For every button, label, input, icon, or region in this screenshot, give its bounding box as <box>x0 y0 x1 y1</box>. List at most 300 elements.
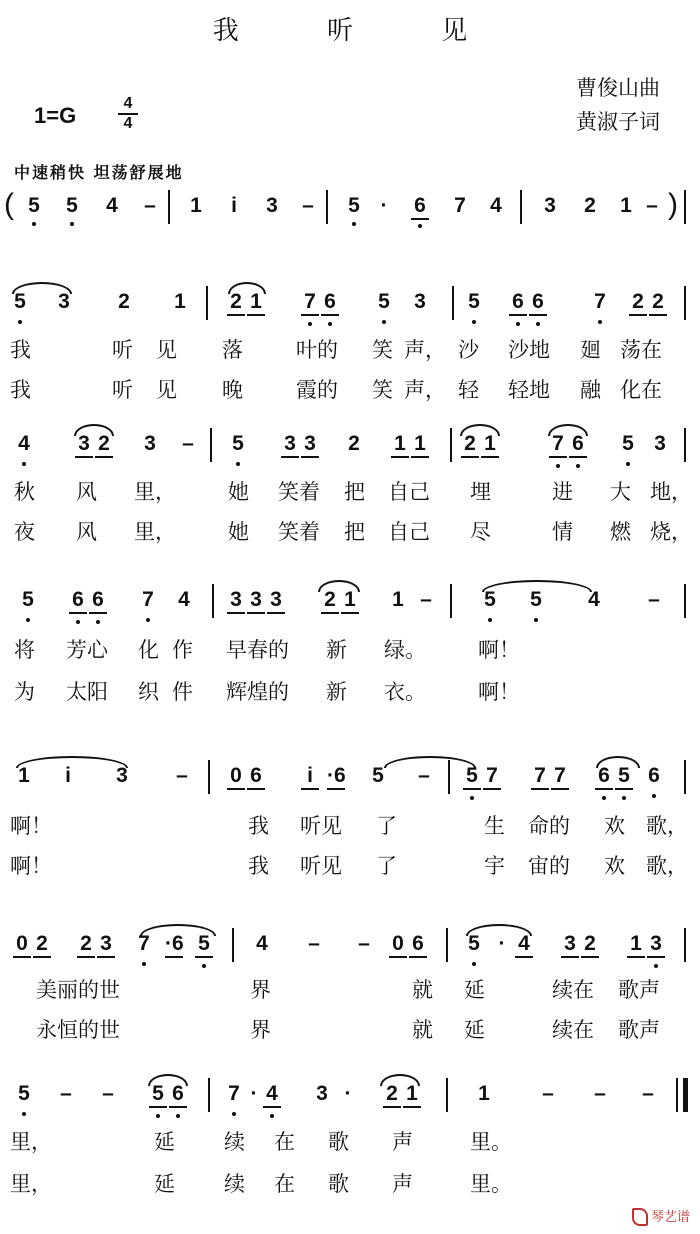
barline <box>684 928 686 962</box>
note: 6 <box>409 932 427 958</box>
lyric: 里。 <box>470 1130 512 1154</box>
composer-credit: 曹俊山曲 <box>576 76 660 100</box>
note: 7 <box>594 290 606 313</box>
open-paren: ( <box>4 188 14 221</box>
lyric: 歌 <box>328 1130 349 1154</box>
note: 7 <box>142 588 154 611</box>
lyric: 续在 <box>552 1018 594 1042</box>
note: 7 <box>551 764 569 790</box>
lyric: 沙 <box>458 338 479 362</box>
note: 7 <box>483 764 501 790</box>
low-octave-dot <box>516 322 520 326</box>
lyric: 了 <box>376 814 397 838</box>
lyric-line-6-verse-1 <box>0 1124 700 1158</box>
note: 2 <box>321 588 339 614</box>
note: 5 <box>195 932 213 958</box>
note: 4 <box>490 194 502 217</box>
low-octave-dot <box>232 1112 236 1116</box>
barline <box>684 428 686 462</box>
low-octave-dot <box>22 1112 26 1116</box>
lyric: 里， <box>134 520 176 544</box>
low-octave-dot <box>622 796 626 800</box>
note: 1 <box>478 1082 490 1105</box>
lyric: 啊！ <box>478 638 520 662</box>
lyric: 歌， <box>646 854 688 878</box>
lyric: 啊！ <box>10 814 52 838</box>
note: 5 <box>622 432 634 455</box>
note: 2 <box>581 932 599 958</box>
note: 2 <box>461 432 479 458</box>
score-row-5 <box>0 924 700 964</box>
lyric: 笑 <box>372 378 393 402</box>
barline <box>684 760 686 794</box>
barline <box>208 760 210 794</box>
note: ·6 <box>327 764 345 790</box>
lyric: 廻 <box>580 338 601 362</box>
note: 2 <box>33 932 51 958</box>
lyric: 延 <box>464 978 485 1002</box>
lyric: 听 <box>112 378 133 402</box>
note: 5 <box>463 764 481 790</box>
low-octave-dot <box>236 462 240 466</box>
low-octave-dot <box>626 462 630 466</box>
lyric: 为 <box>14 680 35 704</box>
note: 2 <box>584 194 596 217</box>
note: 5 <box>22 588 34 611</box>
low-octave-dot <box>418 224 422 228</box>
lyric: 欢 <box>604 814 625 838</box>
note: 2 <box>383 1082 401 1108</box>
note: 3 <box>227 588 245 614</box>
note: 3 <box>281 432 299 458</box>
lyric: 欢 <box>604 854 625 878</box>
note: · <box>250 1082 258 1105</box>
lyric-line-3-verse-2 <box>0 674 700 708</box>
note: 7 <box>228 1082 240 1105</box>
lyric: 啊！ <box>478 680 520 704</box>
lyric: 进 <box>552 480 573 504</box>
note: 5 <box>18 1082 30 1105</box>
note: 1 <box>411 432 429 458</box>
lyric: 辉煌的 <box>226 680 289 704</box>
lyric: 声 <box>392 1172 413 1196</box>
barline <box>446 1078 448 1112</box>
note: 5 <box>348 194 360 217</box>
lyric: 命的 <box>528 814 570 838</box>
note: 1 <box>392 588 404 611</box>
low-octave-dot <box>534 618 538 622</box>
note: 7 <box>454 194 466 217</box>
lyric: 把 <box>344 520 365 544</box>
barline <box>210 428 212 462</box>
note: 5 <box>149 1082 167 1108</box>
lyric: 件 <box>172 680 193 704</box>
low-octave-dot <box>352 222 356 226</box>
low-octave-dot <box>202 964 206 968</box>
note: 3 <box>116 764 128 787</box>
lyric: 歌声 <box>618 978 660 1002</box>
lyric: 荡在 <box>620 338 662 362</box>
lyric: 界 <box>250 1018 271 1042</box>
note: 4 <box>256 932 268 955</box>
lyric: 延 <box>154 1130 175 1154</box>
lyric: 芳心 <box>66 638 108 662</box>
barline <box>684 584 686 618</box>
note: 4 <box>263 1082 281 1108</box>
note: – <box>302 194 314 217</box>
note: – <box>358 932 370 955</box>
note: 5 <box>484 588 496 611</box>
note: 3 <box>544 194 556 217</box>
note: 3 <box>266 194 278 217</box>
lyric: 美丽的世 <box>36 978 120 1002</box>
lyric: 笑 <box>372 338 393 362</box>
barline <box>208 1078 210 1112</box>
note: 1 <box>174 290 186 313</box>
meter-bottom: 4 <box>123 115 133 132</box>
low-octave-dot <box>70 222 74 226</box>
low-octave-dot <box>26 618 30 622</box>
lyric: 我 <box>10 378 31 402</box>
lyric: 新 <box>326 638 347 662</box>
note: 3 <box>97 932 115 958</box>
note: 1 <box>247 290 265 316</box>
low-octave-dot <box>576 464 580 468</box>
low-octave-dot <box>76 620 80 624</box>
low-octave-dot <box>382 320 386 324</box>
note: 6 <box>595 764 613 790</box>
lyric-line-1-verse-2 <box>0 372 700 406</box>
note: – <box>646 194 658 217</box>
lyricist-credit: 黄淑子词 <box>576 110 660 134</box>
barline <box>450 428 452 462</box>
lyric: 衣。 <box>384 680 426 704</box>
lyric: 续在 <box>552 978 594 1002</box>
note: – <box>144 194 156 217</box>
low-octave-dot <box>18 320 22 324</box>
lyric: 自己 <box>388 480 430 504</box>
note: 5 <box>615 764 633 790</box>
low-octave-dot <box>470 796 474 800</box>
barline <box>452 286 454 320</box>
note: – <box>418 764 430 787</box>
note: 1 <box>190 194 202 217</box>
note: 6 <box>169 1082 187 1108</box>
lyric: 延 <box>464 1018 485 1042</box>
note: 4 <box>588 588 600 611</box>
note: 3 <box>144 432 156 455</box>
note: 6 <box>411 194 429 220</box>
low-octave-dot <box>654 964 658 968</box>
lyric: 在 <box>274 1172 295 1196</box>
low-octave-dot <box>22 462 26 466</box>
low-octave-dot <box>270 1114 274 1118</box>
lyric: 太阳 <box>66 680 108 704</box>
note: 1 <box>620 194 632 217</box>
note: – <box>60 1082 72 1105</box>
lyric: 燃 <box>610 520 631 544</box>
lyric: 笑着 <box>278 480 320 504</box>
note: i <box>301 764 319 790</box>
note: 7 <box>531 764 549 790</box>
score-row-3 <box>0 580 700 620</box>
note: – <box>182 432 194 455</box>
note: – <box>648 588 660 611</box>
note: i <box>231 194 237 217</box>
note: 5 <box>14 290 26 313</box>
lyric: 化在 <box>620 378 662 402</box>
low-octave-dot <box>488 618 492 622</box>
note: 2 <box>348 432 360 455</box>
lyric: 歌声 <box>618 1018 660 1042</box>
score-row-1 <box>0 282 700 322</box>
note: – <box>594 1082 606 1105</box>
note: 4 <box>106 194 118 217</box>
note: 4 <box>515 932 533 958</box>
lyric-line-1-verse-1 <box>0 332 700 366</box>
note: 1 <box>403 1082 421 1108</box>
lyric: 永恒的世 <box>36 1018 120 1042</box>
note: 3 <box>247 588 265 614</box>
lyric: 埋 <box>470 480 491 504</box>
lyric: 霞的 <box>296 378 338 402</box>
lyric: 里。 <box>470 1172 512 1196</box>
barline <box>168 190 170 224</box>
note: 4 <box>18 432 30 455</box>
barline <box>520 190 522 224</box>
lyric: 大 <box>610 480 631 504</box>
lyric: 沙地 <box>508 338 550 362</box>
barline <box>684 286 686 320</box>
barline <box>326 190 328 224</box>
note: 0 <box>227 764 245 790</box>
note: 3 <box>301 432 319 458</box>
lyric: 歌， <box>646 814 688 838</box>
note: 5 <box>468 932 480 955</box>
lyric: 将 <box>14 638 35 662</box>
low-octave-dot <box>176 1114 180 1118</box>
note: 4 <box>178 588 190 611</box>
low-octave-dot <box>598 320 602 324</box>
lyric: 我 <box>248 854 269 878</box>
lyric: 了 <box>376 854 397 878</box>
final-thick-barline <box>683 1078 688 1112</box>
song-title: 我 听 见 <box>212 16 508 46</box>
note: 2 <box>95 432 113 458</box>
score-row-6 <box>0 1074 700 1114</box>
note: 2 <box>118 290 130 313</box>
note: 2 <box>227 290 245 316</box>
lyric: 宙的 <box>528 854 570 878</box>
note: 5 <box>372 764 384 787</box>
lyric: 歌 <box>328 1172 349 1196</box>
watermark-text: 琴艺谱 <box>650 1209 690 1225</box>
note: 2 <box>649 290 667 316</box>
lyric: 续 <box>224 1172 245 1196</box>
barline <box>684 190 686 224</box>
lyric: 见 <box>156 338 177 362</box>
lyric: 我 <box>10 338 31 362</box>
barline <box>450 584 452 618</box>
lyric: 织 <box>138 680 159 704</box>
lyric: 自己 <box>388 520 430 544</box>
barline <box>448 760 450 794</box>
lyric: 延 <box>154 1172 175 1196</box>
note: · <box>380 194 388 217</box>
note: 6 <box>509 290 527 316</box>
lyric: 声 <box>392 1130 413 1154</box>
lyric: 落 <box>222 338 243 362</box>
note: · <box>498 932 506 955</box>
lyric-line-6-verse-2 <box>0 1166 700 1200</box>
note: 3 <box>561 932 579 958</box>
final-thin-barline <box>676 1078 678 1112</box>
note: 6 <box>69 588 87 614</box>
note: 6 <box>529 290 547 316</box>
lyric: 界 <box>250 978 271 1002</box>
lyric: 续 <box>224 1130 245 1154</box>
lyric: 啊！ <box>10 854 52 878</box>
lyric: 在 <box>274 1130 295 1154</box>
note: – <box>102 1082 114 1105</box>
note: 5 <box>66 194 78 217</box>
low-octave-dot <box>142 962 146 966</box>
close-paren: ) <box>668 188 678 221</box>
note: 5 <box>232 432 244 455</box>
low-octave-dot <box>146 618 150 622</box>
note: 3 <box>267 588 285 614</box>
lyric: 把 <box>344 480 365 504</box>
note: i <box>65 764 71 787</box>
tempo-marking: 中速稍快 坦荡舒展地 <box>14 163 184 182</box>
note: 3 <box>316 1082 328 1105</box>
lyric: 听见 <box>300 814 342 838</box>
barline <box>206 286 208 320</box>
lyric: 里， <box>134 480 176 504</box>
lyric-line-5-verse-2 <box>0 1012 700 1046</box>
note: 3 <box>654 432 666 455</box>
note: 1 <box>341 588 359 614</box>
barline <box>446 928 448 962</box>
score-row-intro <box>0 186 700 226</box>
note: 3 <box>58 290 70 313</box>
note: 1 <box>481 432 499 458</box>
note: 7 <box>549 432 567 458</box>
note: 0 <box>389 932 407 958</box>
logo-icon <box>632 1208 648 1226</box>
low-octave-dot <box>536 322 540 326</box>
lyric: 夜 <box>14 520 35 544</box>
note: 6 <box>247 764 265 790</box>
barline <box>232 928 234 962</box>
note: – <box>542 1082 554 1105</box>
meter-top: 4 <box>123 95 133 112</box>
low-octave-dot <box>156 1114 160 1118</box>
note: 2 <box>629 290 647 316</box>
barline <box>212 584 214 618</box>
note: 5 <box>28 194 40 217</box>
lyric: 宇 <box>484 854 505 878</box>
lyric: 里， <box>10 1130 52 1154</box>
low-octave-dot <box>652 794 656 798</box>
lyric: 秋 <box>14 480 35 504</box>
low-octave-dot <box>328 322 332 326</box>
lyric: 晚 <box>222 378 243 402</box>
note: · <box>344 1082 352 1105</box>
lyric: 她 <box>228 520 249 544</box>
note: 6 <box>321 290 339 316</box>
note: 3 <box>414 290 426 313</box>
note: 3 <box>647 932 665 958</box>
note: 3 <box>75 432 93 458</box>
low-octave-dot <box>602 796 606 800</box>
lyric: 她 <box>228 480 249 504</box>
lyric: 生 <box>484 814 505 838</box>
lyric: 作 <box>172 638 193 662</box>
key-signature: 1=G <box>34 103 77 128</box>
lyric: 烧， <box>650 520 692 544</box>
lyric: 声， <box>404 378 446 402</box>
lyric: 新 <box>326 680 347 704</box>
lyric: 化 <box>138 638 159 662</box>
lyric: 笑着 <box>278 520 320 544</box>
low-octave-dot <box>556 464 560 468</box>
note: 5 <box>378 290 390 313</box>
note: – <box>642 1082 654 1105</box>
note: – <box>420 588 432 611</box>
lyric: 早春的 <box>226 638 289 662</box>
low-octave-dot <box>32 222 36 226</box>
lyric: 听见 <box>300 854 342 878</box>
lyric: 见 <box>156 378 177 402</box>
score-row-4 <box>0 756 700 796</box>
lyric: 情 <box>552 520 573 544</box>
note: ·6 <box>165 932 183 958</box>
lyric: 融 <box>580 378 601 402</box>
note: 6 <box>569 432 587 458</box>
time-signature <box>118 96 138 132</box>
note: 1 <box>18 764 30 787</box>
lyric: 轻 <box>458 378 479 402</box>
lyric-line-5-verse-1 <box>0 972 700 1006</box>
lyric: 风 <box>76 520 97 544</box>
watermark-badge <box>632 1206 690 1227</box>
lyric-line-4-verse-1 <box>0 808 700 842</box>
note: 0 <box>13 932 31 958</box>
low-octave-dot <box>472 320 476 324</box>
note: 6 <box>648 764 660 787</box>
note: 6 <box>89 588 107 614</box>
lyric: 我 <box>248 814 269 838</box>
note: – <box>308 932 320 955</box>
lyric-line-3-verse-1 <box>0 632 700 666</box>
lyric: 叶的 <box>296 338 338 362</box>
lyric: 就 <box>412 978 433 1002</box>
low-octave-dot <box>308 322 312 326</box>
lyric: 就 <box>412 1018 433 1042</box>
low-octave-dot <box>96 620 100 624</box>
lyric: 听 <box>112 338 133 362</box>
lyric: 绿。 <box>384 638 426 662</box>
note: 7 <box>301 290 319 316</box>
low-octave-dot <box>472 962 476 966</box>
lyric-line-4-verse-2 <box>0 848 700 882</box>
lyric: 尽 <box>470 520 491 544</box>
note: 5 <box>530 588 542 611</box>
note: 1 <box>627 932 645 958</box>
lyric: 地， <box>650 480 692 504</box>
lyric: 轻地 <box>508 378 550 402</box>
